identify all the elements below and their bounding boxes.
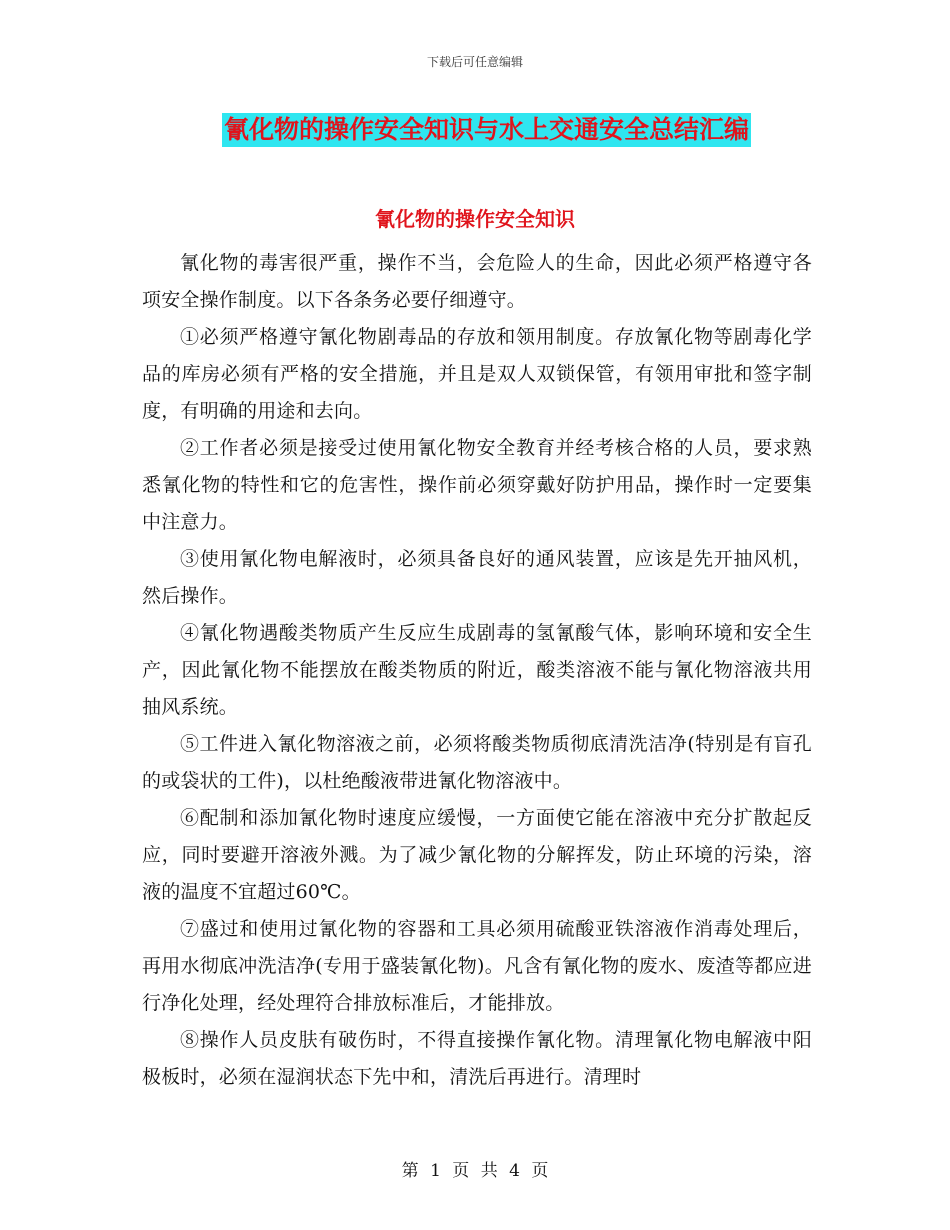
- header-note: 下载后可任意编辑: [426, 55, 523, 69]
- document-title: 氰化物的操作安全知识与水上交通安全总结汇编: [222, 113, 751, 147]
- paragraph-rule-7: ⑦盛过和使用过氰化物的容器和工具必须用硫酸亚铁溶液作消毒处理后，再用水彻底冲洗洁净(专用于盛装氰化物)。凡含有氰化物的废水、废渣等都应进行净化处理，经处理符合排放标准后，才能排放。: [142, 918, 812, 1014]
- paragraph-rule-6: ⑥配制和添加氰化物时速度应缓慢，一方面使它能在溶液中充分扩散起反应，同时要避开溶液外溅。为了减少氰化物的分解挥发，防止环境的污染，溶液的温度不宜超过60℃。: [142, 807, 812, 903]
- paragraph-rule-5: ⑤工件进入氰化物溶液之前，必须将酸类物质彻底清洗洁净(特别是有盲孔的或袋状的工件)，以杜绝酸液带进氰化物溶液中。: [142, 733, 812, 792]
- paragraph-rule-4: ④氰化物遇酸类物质产生反应生成剧毒的氢氰酸气体，影响环境和安全生产，因此氰化物不能摆放在酸类物质的附近，酸类溶液不能与氰化物溶液共用抽风系统。: [142, 622, 812, 718]
- document-body: [142, 245, 812, 1096]
- section-title: 氰化物的操作安全知识: [375, 207, 575, 231]
- paragraph-intro: 氰化物的毒害很严重，操作不当，会危险人的生命，因此必须严格遵守各项安全操作制度。以下各条务必要仔细遵守。: [142, 252, 812, 311]
- paragraph-rule-2: ②工作者必须是接受过使用氰化物安全教育并经考核合格的人员，要求熟悉氰化物的特性和它的危害性，操作前必须穿戴好防护用品，操作时一定要集中注意力。: [142, 437, 812, 533]
- paragraph-rule-1: ①必须严格遵守氰化物剧毒品的存放和领用制度。存放氰化物等剧毒化学品的库房必须有严格的安全措施，并且是双人双锁保管，有领用审批和签字制度，有明确的用途和去向。: [142, 326, 812, 422]
- paragraph-rule-3: ③使用氰化物电解液时，必须具备良好的通风装置，应该是先开抽风机，然后操作。: [142, 548, 812, 607]
- paragraph-rule-8: ⑧操作人员皮肤有破伤时，不得直接操作氰化物。清理氰化物电解液中阳极板时，必须在湿润状态下先中和，清洗后再进行。清理时: [142, 1029, 812, 1088]
- page-number-footer: 第 1 页 共 4 页: [401, 1161, 549, 1181]
